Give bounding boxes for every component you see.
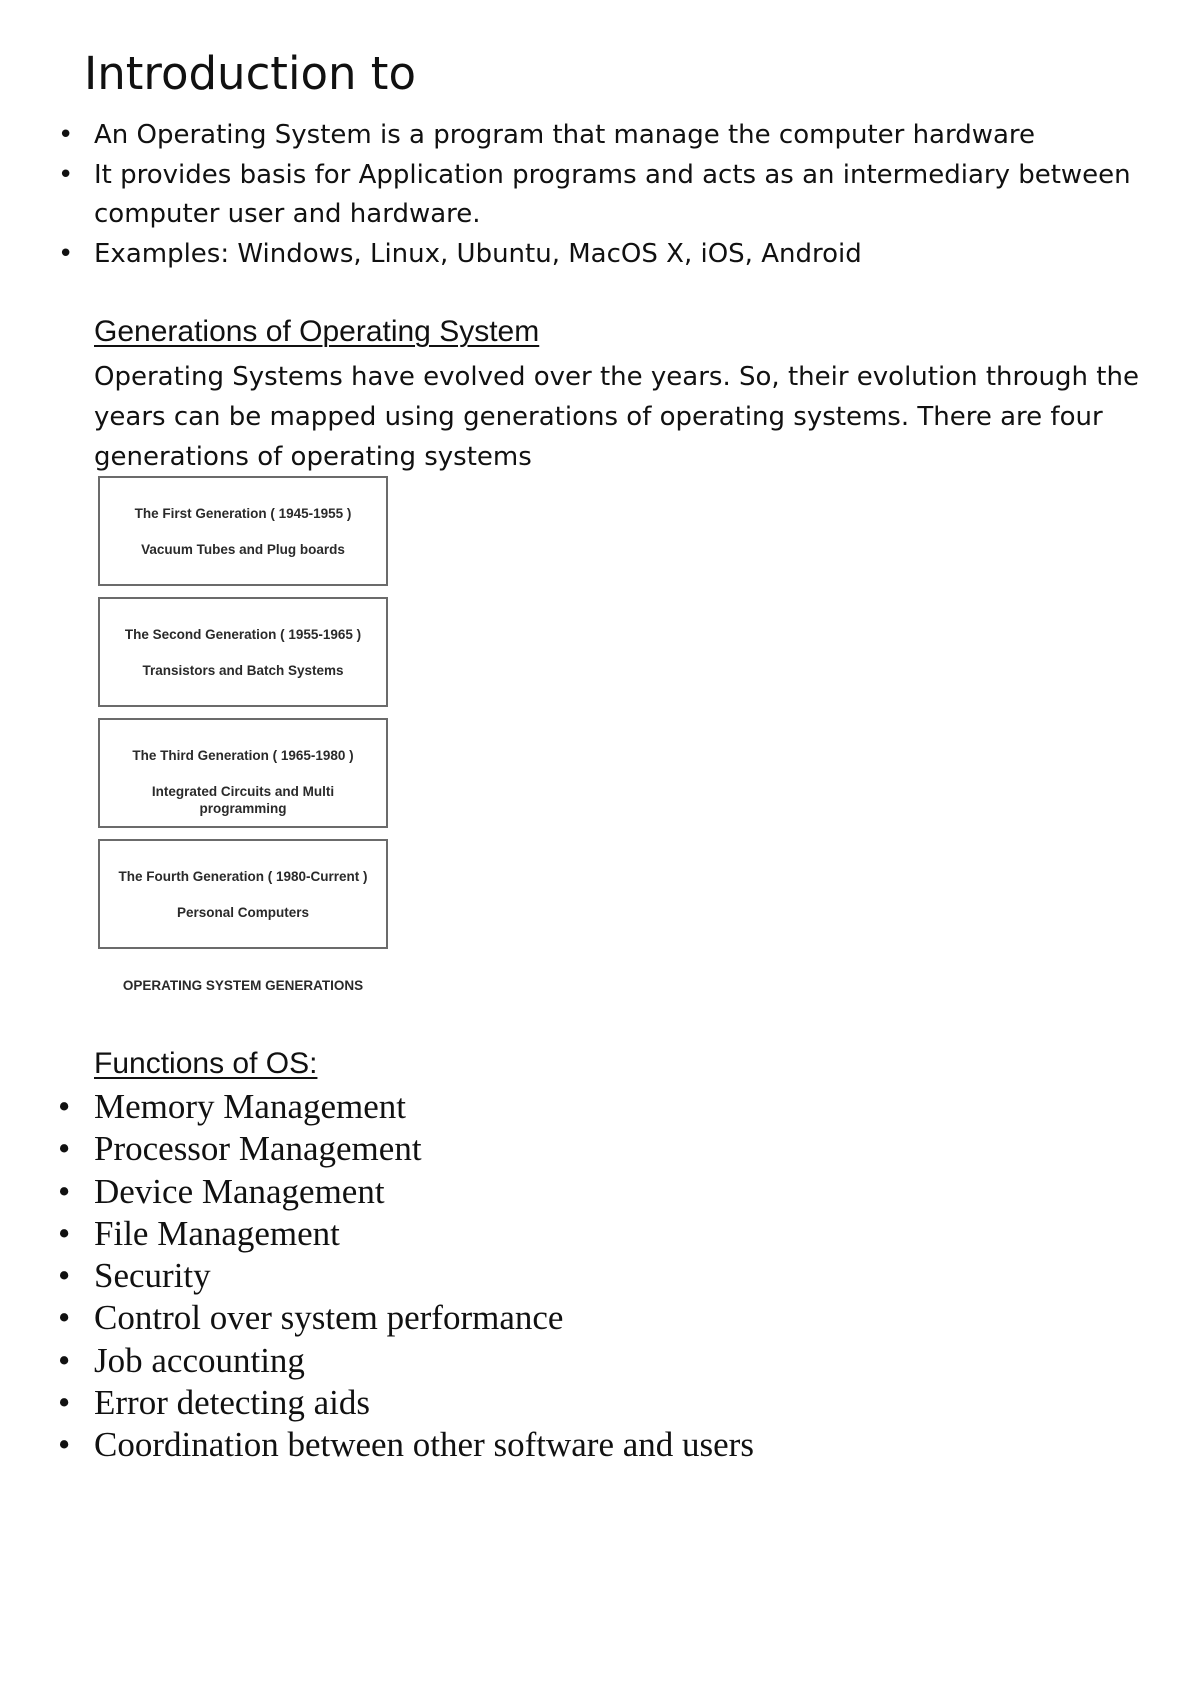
- intro-item: • An Operating System is a program that manage the computer hardware: [0, 116, 1200, 156]
- function-item: • File Management: [0, 1213, 1200, 1255]
- function-item: • Control over system performance: [0, 1297, 1200, 1339]
- generation-desc: Integrated Circuits and Multi programming: [151, 784, 335, 816]
- intro-item: • It provides basis for Application programs and acts as an intermediary between computer user and hardware.: [0, 156, 1200, 235]
- intro-bullet-list: [0, 116, 1200, 274]
- functions-heading: Functions of OS:: [94, 1047, 318, 1080]
- function-item: • Memory Management: [0, 1086, 1200, 1128]
- generation-title: The First Generation ( 1945-1955 ): [134, 506, 352, 521]
- generations-heading: Generations of Operating System: [94, 315, 540, 348]
- generation-desc: Vacuum Tubes and Plug boards: [141, 542, 345, 557]
- function-item: • Error detecting aids: [0, 1382, 1200, 1424]
- generation-box-first: [98, 476, 388, 586]
- intro-item: • Examples: Windows, Linux, Ubuntu, MacOS X, iOS, Android: [0, 235, 1200, 275]
- generation-desc: Personal Computers: [176, 905, 310, 920]
- generation-title: The Third Generation ( 1965-1980 ): [132, 748, 354, 763]
- diagram-caption: OPERATING SYSTEM GENERATIONS: [122, 978, 364, 993]
- generations-paragraph: Operating Systems have evolved over the years. So, their evolution through the years can be mapped using generations of operating systems. There are four generations of operating systems: [94, 362, 1139, 472]
- function-item: • Job accounting: [0, 1340, 1200, 1382]
- function-item: • Processor Management: [0, 1128, 1200, 1170]
- generation-title: The Fourth Generation ( 1980-Current ): [118, 869, 368, 884]
- function-item: • Device Management: [0, 1171, 1200, 1213]
- function-item: • Coordination between other software and users: [0, 1424, 1200, 1466]
- function-item: • Security: [0, 1255, 1200, 1297]
- generation-box-fourth: [98, 839, 388, 949]
- page-title: Introduction to: [84, 47, 416, 100]
- functions-bullet-list: [0, 1086, 1200, 1467]
- generation-title: The Second Generation ( 1955-1965 ): [124, 627, 362, 642]
- generation-desc: Transistors and Batch Systems: [142, 663, 344, 678]
- generation-box-second: [98, 597, 388, 707]
- generation-box-third: [98, 718, 388, 828]
